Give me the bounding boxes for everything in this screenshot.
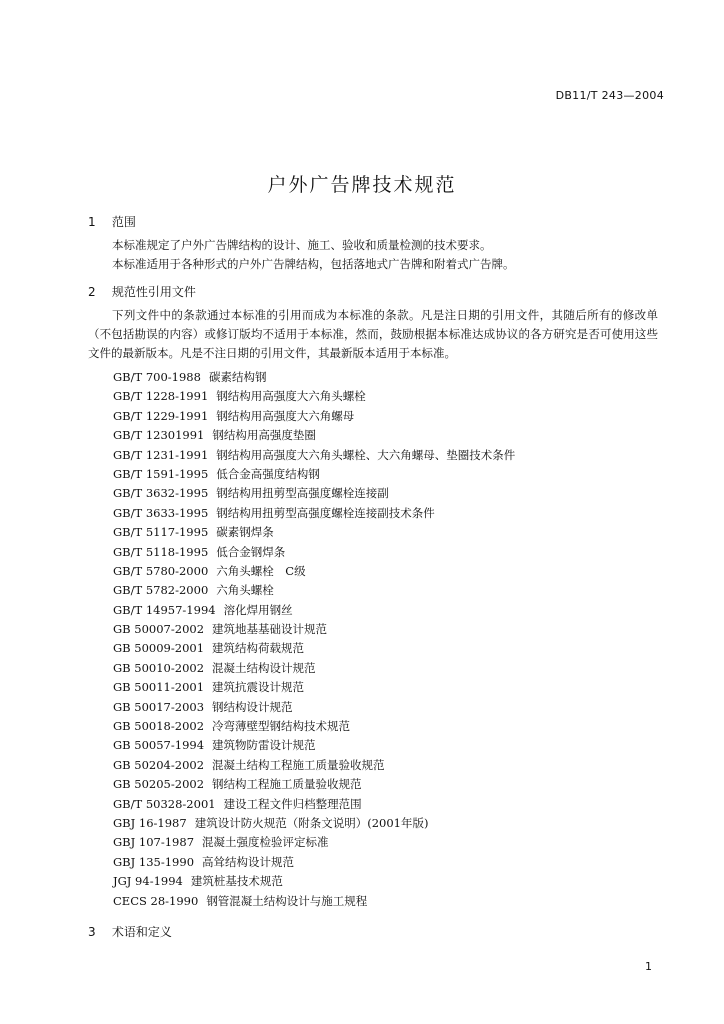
reference-code: GBJ 16-1987 [113, 815, 187, 830]
section-title: 范围 [111, 215, 136, 229]
reference-item [113, 484, 515, 503]
reference-code: GB 50017-2003 [113, 699, 205, 714]
reference-item [113, 698, 515, 717]
reference-name: 建设工程文件归档整理范围 [223, 796, 362, 811]
reference-item [113, 562, 515, 581]
reference-name: 低合金钢焊条 [216, 544, 286, 559]
reference-name: 钢管混凝土结构设计与施工规程 [206, 893, 368, 908]
reference-code: GB/T 5780-2000 [113, 563, 209, 578]
reference-name: 六角头螺栓 C级 [216, 563, 306, 578]
section-1-heading [88, 213, 136, 230]
reference-item [113, 465, 515, 484]
reference-item [113, 426, 515, 445]
reference-code: GB 50205-2002 [113, 777, 205, 792]
section-1-paragraph-1: 本标准规定了户外广告牌结构的设计、施工、验收和质量检测的技术要求。 [112, 238, 492, 252]
reference-code: GB 50009-2001 [113, 641, 205, 656]
reference-code: GB/T 5782-2000 [113, 583, 209, 598]
reference-name: 低合金高强度结构钢 [216, 466, 320, 481]
reference-code: GB/T 3632-1995 [113, 486, 209, 501]
reference-code: GB/T 50328-2001 [113, 796, 216, 811]
document-title: 户外广告牌技术规范 [267, 174, 457, 196]
reference-name: 钢结构设计规范 [212, 699, 293, 714]
section-title: 规范性引用文件 [111, 285, 196, 299]
reference-name: 钢结构用高强度垫圈 [212, 428, 316, 443]
reference-name: 溶化焊用钢丝 [223, 602, 293, 617]
reference-name: 建筑桩基技术规范 [190, 874, 283, 889]
section-1-paragraph-2: 本标准适用于各种形式的户外广告牌结构，包括落地式广告牌和附着式广告牌。 [112, 257, 515, 271]
section-2-paragraph: 下列文件中的条款通过本标准的引用而成为本标准的条款。凡是注日期的引用文件，其随后所有的修改单（不包括勘误的内容）或修订版均不适用于本标准，然而，鼓励根据本标准达成协议的各方研究是否可使用这些文件的最新版本。凡是不注日期的引用文件，其最新版本适用于本标准。 [88, 308, 658, 360]
reference-name: 钢结构用扭剪型高强度螺栓连接副 [216, 486, 389, 501]
reference-code: GBJ 107-1987 [113, 835, 195, 850]
reference-name: 建筑抗震设计规范 [212, 680, 305, 695]
reference-item [113, 543, 515, 562]
reference-name: 建筑物防雷设计规范 [212, 738, 316, 753]
reference-code: GB/T 12301991 [113, 428, 205, 443]
reference-code: GB/T 14957-1994 [113, 602, 216, 617]
reference-item [113, 717, 515, 736]
reference-code: GB/T 5117-1995 [113, 525, 209, 540]
reference-name: 混凝土结构工程施工质量验收规范 [212, 757, 385, 772]
reference-name: 建筑设计防火规范（附条文说明）(2001年版) [194, 815, 429, 830]
reference-code: GB/T 700-1988 [113, 370, 201, 384]
reference-name: 混凝土结构设计规范 [212, 660, 316, 675]
reference-item [113, 581, 515, 600]
reference-name: 六角头螺栓 [216, 583, 274, 598]
reference-item [113, 756, 515, 775]
reference-code: GB/T 1229-1991 [113, 408, 209, 423]
section-number: 2 [88, 285, 96, 299]
reference-item [113, 601, 515, 620]
reference-name: 冷弯薄壁型钢结构技术规范 [212, 719, 351, 734]
reference-code: GB 50057-1994 [113, 738, 205, 753]
reference-item [113, 853, 515, 872]
reference-item [113, 892, 515, 911]
reference-item [113, 368, 515, 387]
reference-name: 钢结构用扭剪型高强度螺栓连接副技术条件 [216, 505, 435, 520]
reference-item [113, 620, 515, 639]
reference-code: GB 50204-2002 [113, 757, 205, 772]
reference-name: 钢结构用高强度大六角头螺栓 [216, 389, 366, 404]
section-3-heading [88, 923, 172, 940]
reference-name: 钢结构用高强度大六角螺母 [216, 408, 355, 423]
reference-name: 建筑地基基础设计规范 [212, 622, 328, 637]
reference-code: GB 50018-2002 [113, 719, 205, 734]
reference-code: CECS 28-1990 [113, 893, 199, 908]
reference-code: GB/T 1231-1991 [113, 447, 209, 462]
reference-name: 高耸结构设计规范 [202, 854, 295, 869]
reference-item [113, 387, 515, 406]
reference-item [113, 678, 515, 697]
section-number: 1 [88, 215, 96, 229]
reference-item [113, 775, 515, 794]
reference-item [113, 639, 515, 658]
section-number: 3 [88, 925, 96, 939]
reference-name: 混凝土强度检验评定标准 [202, 835, 329, 850]
reference-name: 建筑结构荷载规范 [212, 641, 305, 656]
reference-item [113, 736, 515, 755]
reference-item [113, 446, 515, 465]
reference-item [113, 504, 515, 523]
section-title: 术语和定义 [111, 925, 172, 939]
reference-name: 碳素钢焊条 [216, 525, 274, 540]
reference-item [113, 833, 515, 852]
reference-item [113, 872, 515, 891]
reference-item [113, 407, 515, 426]
reference-item [113, 523, 515, 542]
reference-name: 碳素结构钢 [208, 370, 267, 384]
reference-code: GBJ 135-1990 [113, 854, 195, 869]
reference-code: JGJ 94-1994 [113, 874, 183, 889]
reference-code: GB/T 3633-1995 [113, 505, 209, 520]
reference-item [113, 795, 515, 814]
reference-code: GB 50011-2001 [113, 680, 205, 695]
reference-name: 钢结构用高强度大六角头螺栓、大六角螺母、垫圈技术条件 [216, 447, 516, 462]
reference-code: GB/T 5118-1995 [113, 544, 209, 559]
reference-item [113, 659, 515, 678]
standard-code: DB11/T 243—2004 [555, 89, 664, 102]
reference-code: GB/T 1591-1995 [113, 466, 209, 481]
reference-code: GB 50007-2002 [113, 622, 205, 637]
reference-code: GB 50010-2002 [113, 660, 205, 675]
reference-name: 钢结构工程施工质量验收规范 [212, 777, 362, 792]
section-2-heading [88, 283, 196, 300]
reference-code: GB/T 1228-1991 [113, 389, 209, 404]
reference-list [113, 368, 515, 911]
page-number: 1 [645, 960, 652, 973]
reference-item [113, 814, 515, 833]
